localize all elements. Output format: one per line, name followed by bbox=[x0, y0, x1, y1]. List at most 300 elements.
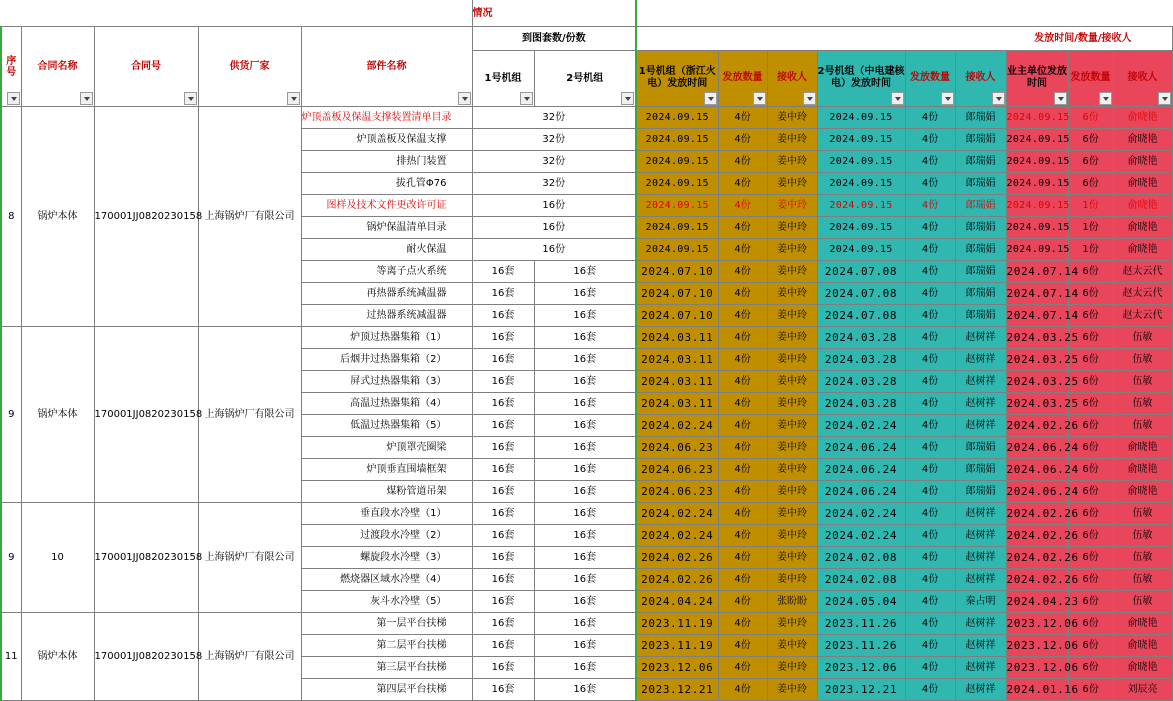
u2-recv-cell-text: 郎瑞娟 bbox=[965, 178, 996, 189]
supplier-cell bbox=[198, 613, 301, 701]
contract-no-cell bbox=[94, 327, 203, 503]
owner-time-cell-text: 2024.03.25 bbox=[1006, 397, 1079, 410]
u1-recv-cell bbox=[767, 349, 817, 371]
owner-time-cell-text: 2024.03.25 bbox=[1006, 331, 1079, 344]
col-u2-qty-header bbox=[905, 51, 955, 107]
u2-time-cell-text: 2024.06.24 bbox=[824, 441, 898, 454]
u1-recv-cell-text: 姜中玲 bbox=[777, 156, 808, 167]
u1-time-cell bbox=[636, 129, 718, 151]
u2-recv-cell-text: 郎瑞娟 bbox=[965, 310, 996, 321]
contract-no-cell bbox=[94, 503, 203, 613]
filter-dropdown-icon[interactable] bbox=[891, 92, 904, 105]
arrival-unit2-cell bbox=[534, 635, 636, 657]
owner-recv-cell-text: 伍敏 bbox=[1132, 332, 1153, 343]
u2-qty-cell bbox=[905, 195, 955, 217]
owner-qty-cell bbox=[1068, 195, 1113, 217]
u2-qty-cell-text: 4份 bbox=[921, 376, 939, 387]
part-name-cell bbox=[301, 503, 472, 525]
u1-recv-cell-text: 姜中玲 bbox=[777, 112, 808, 123]
u2-qty-cell bbox=[905, 327, 955, 349]
u1-time-cell bbox=[636, 173, 718, 195]
owner-time-cell-text: 2024.02.26 bbox=[1006, 419, 1079, 432]
u2-qty-cell-text: 4份 bbox=[921, 486, 939, 497]
owner-qty-cell-text: 6份 bbox=[1082, 552, 1099, 563]
col-dispatch-header bbox=[636, 27, 1172, 51]
u1-time-cell bbox=[636, 591, 718, 613]
u2-qty-cell bbox=[905, 173, 955, 195]
owner-qty-cell bbox=[1068, 107, 1113, 129]
u1-recv-cell bbox=[767, 107, 817, 129]
owner-recv-cell bbox=[1113, 129, 1172, 151]
filter-dropdown-icon[interactable] bbox=[7, 92, 20, 105]
owner-recv-cell bbox=[1113, 393, 1172, 415]
u2-time-cell bbox=[817, 635, 905, 657]
owner-time-cell bbox=[1006, 481, 1079, 503]
arrival-unit1-cell bbox=[472, 327, 534, 349]
owner-qty-cell-text: 6份 bbox=[1082, 112, 1099, 123]
u2-time-cell-text: 2024.02.24 bbox=[824, 529, 898, 542]
u1-recv-cell-text: 姜中玲 bbox=[777, 178, 808, 189]
u2-recv-cell bbox=[955, 437, 1006, 459]
table-row[interactable] bbox=[1, 613, 1172, 635]
u2-recv-cell bbox=[955, 151, 1006, 173]
arrival-unit1-cell-text: 16套 bbox=[491, 530, 515, 541]
u2-recv-cell-text: 赵树祥 bbox=[965, 684, 996, 695]
u2-qty-cell-text: 4份 bbox=[921, 178, 939, 189]
owner-recv-cell-text: 伍敏 bbox=[1132, 596, 1153, 607]
table-row[interactable] bbox=[1, 327, 1172, 349]
u1-qty-cell-text: 4份 bbox=[734, 530, 751, 541]
u1-recv-cell bbox=[767, 151, 817, 173]
col-u1-recv-header-text: 接收人 bbox=[777, 71, 808, 83]
table-row[interactable] bbox=[1, 107, 1172, 129]
owner-qty-cell-text: 6份 bbox=[1082, 332, 1099, 343]
owner-qty-cell-text: 6份 bbox=[1082, 310, 1099, 321]
u2-qty-cell bbox=[905, 613, 955, 635]
col-arrival-header bbox=[472, 27, 636, 51]
u2-recv-cell-text: 赵树祥 bbox=[965, 354, 996, 365]
arrival-unit2-cell-text: 16套 bbox=[573, 310, 597, 321]
supplier-cell-text: 上海锅炉厂有限公司 bbox=[204, 409, 295, 420]
u1-recv-cell bbox=[767, 283, 817, 305]
u2-recv-cell-text: 郎瑞娟 bbox=[965, 222, 996, 233]
filter-dropdown-icon[interactable] bbox=[458, 92, 471, 105]
col-owner-time-header-text: 业主单位发放时间 bbox=[1007, 65, 1068, 89]
u2-recv-cell bbox=[955, 591, 1006, 613]
u1-qty-cell-text: 4份 bbox=[734, 310, 751, 321]
u1-recv-cell-text: 姜中玲 bbox=[777, 574, 808, 585]
part-name-cell bbox=[301, 261, 472, 283]
u2-qty-cell bbox=[905, 569, 955, 591]
owner-recv-cell-text: 俞晓艳 bbox=[1127, 640, 1158, 651]
u2-qty-cell bbox=[905, 635, 955, 657]
col-u1-qty-header-text: 发放数量 bbox=[722, 71, 763, 83]
col-contract-name-header bbox=[21, 27, 94, 107]
u2-time-cell-text: 2024.07.08 bbox=[824, 309, 898, 322]
filter-dropdown-icon[interactable] bbox=[992, 92, 1005, 105]
owner-recv-cell bbox=[1113, 503, 1172, 525]
u1-qty-cell-text: 4份 bbox=[734, 684, 751, 695]
owner-time-cell bbox=[1006, 305, 1079, 327]
owner-qty-cell-text: 6份 bbox=[1082, 134, 1099, 145]
u2-time-cell bbox=[817, 459, 905, 481]
arrival-unit1-cell bbox=[472, 679, 534, 701]
u2-time-cell-text: 2024.05.04 bbox=[824, 595, 898, 608]
owner-recv-cell-text: 伍敏 bbox=[1132, 398, 1153, 409]
u1-time-cell bbox=[636, 679, 718, 701]
u1-time-cell bbox=[636, 195, 718, 217]
filter-dropdown-icon[interactable] bbox=[704, 92, 717, 105]
u2-qty-cell bbox=[905, 239, 955, 261]
owner-time-cell-text: 2023.12.06 bbox=[1006, 661, 1079, 674]
arrival-unit1-cell-text: 16套 bbox=[491, 420, 515, 431]
u2-recv-cell bbox=[955, 239, 1006, 261]
owner-qty-cell-text: 6份 bbox=[1082, 442, 1099, 453]
arrival-merged-cell-text: 16份 bbox=[542, 200, 566, 211]
filter-dropdown-icon[interactable] bbox=[753, 92, 766, 105]
u2-recv-cell-text: 郎瑞娟 bbox=[965, 244, 996, 255]
arrival-unit2-cell bbox=[534, 283, 636, 305]
part-name-cell-text: 第四层平台扶梯 bbox=[376, 684, 447, 695]
supplier-cell-text: 上海锅炉厂有限公司 bbox=[204, 651, 295, 662]
header-fragment-text: 情况 bbox=[472, 7, 493, 19]
u1-recv-cell-text: 姜中玲 bbox=[777, 640, 808, 651]
arrival-unit1-cell bbox=[472, 613, 534, 635]
u2-time-cell bbox=[817, 393, 905, 415]
u1-time-cell-text: 2024.02.26 bbox=[641, 573, 714, 586]
u1-qty-cell bbox=[718, 283, 767, 305]
u2-recv-cell bbox=[955, 481, 1006, 503]
u2-time-cell bbox=[817, 481, 905, 503]
u1-recv-cell-text: 姜中玲 bbox=[777, 662, 808, 673]
filter-dropdown-icon[interactable] bbox=[287, 92, 300, 105]
arrival-unit1-cell-text: 16套 bbox=[491, 618, 515, 629]
u2-time-cell bbox=[817, 591, 905, 613]
arrival-unit2-cell bbox=[534, 349, 636, 371]
u2-qty-cell bbox=[905, 547, 955, 569]
col-u1-qty-header bbox=[718, 51, 767, 107]
u2-time-cell bbox=[817, 261, 905, 283]
u2-time-cell bbox=[817, 151, 905, 173]
u2-time-cell-text: 2024.07.08 bbox=[824, 265, 898, 278]
owner-recv-cell-text: 俞晓艳 bbox=[1127, 442, 1158, 453]
u1-recv-cell bbox=[767, 525, 817, 547]
owner-time-cell-text: 2024.01.16 bbox=[1006, 683, 1079, 696]
part-name-cell-text: 拔孔管Φ76 bbox=[395, 178, 447, 189]
owner-time-cell-text: 2024.09.15 bbox=[1006, 222, 1070, 233]
part-name-cell bbox=[301, 437, 472, 459]
u2-qty-cell bbox=[905, 371, 955, 393]
filter-dropdown-icon[interactable] bbox=[80, 92, 93, 105]
u2-recv-cell-text: 赵树祥 bbox=[965, 376, 996, 387]
owner-recv-cell-text: 俞晓艳 bbox=[1127, 112, 1158, 123]
u2-qty-cell bbox=[905, 481, 955, 503]
col-owner-qty-header-text: 发放数量 bbox=[1070, 71, 1111, 83]
u2-recv-cell bbox=[955, 327, 1006, 349]
u1-qty-cell-text: 4份 bbox=[734, 618, 751, 629]
part-name-cell bbox=[301, 635, 472, 657]
arrival-unit2-cell-text: 16套 bbox=[573, 464, 597, 475]
arrival-unit1-cell bbox=[472, 525, 534, 547]
col-unit2-header bbox=[534, 51, 636, 107]
owner-recv-cell bbox=[1113, 305, 1172, 327]
owner-recv-cell bbox=[1113, 195, 1172, 217]
arrival-unit2-cell-text: 16套 bbox=[573, 266, 597, 277]
part-name-cell-text: 屏式过热器集箱（3） bbox=[350, 376, 447, 387]
owner-recv-cell-text: 俞晓艳 bbox=[1127, 222, 1158, 233]
part-name-cell bbox=[301, 173, 472, 195]
u1-recv-cell-text: 姜中玲 bbox=[777, 310, 808, 321]
part-name-cell bbox=[301, 305, 472, 327]
u1-time-cell bbox=[636, 349, 718, 371]
owner-time-cell bbox=[1006, 283, 1079, 305]
col-u2-qty-header-text: 发放数量 bbox=[910, 71, 951, 83]
u2-recv-cell-text: 赵树祥 bbox=[965, 332, 996, 343]
u1-qty-cell bbox=[718, 569, 767, 591]
u1-time-cell bbox=[636, 107, 718, 129]
u2-qty-cell-text: 4份 bbox=[921, 640, 939, 651]
u1-qty-cell bbox=[718, 261, 767, 283]
u2-qty-cell-text: 4份 bbox=[921, 530, 939, 541]
owner-time-cell bbox=[1006, 679, 1079, 701]
u1-qty-cell-text: 4份 bbox=[734, 442, 751, 453]
owner-qty-cell-text: 6份 bbox=[1082, 156, 1099, 167]
arrival-merged-cell bbox=[472, 129, 636, 151]
u1-qty-cell bbox=[718, 613, 767, 635]
u1-recv-cell-text: 姜中玲 bbox=[777, 684, 808, 695]
seq-cell-text: 8 bbox=[8, 211, 15, 222]
part-name-cell bbox=[301, 569, 472, 591]
u1-qty-cell-text: 4份 bbox=[734, 662, 751, 673]
arrival-unit1-cell bbox=[472, 305, 534, 327]
u2-qty-cell bbox=[905, 525, 955, 547]
arrival-unit1-cell bbox=[472, 261, 534, 283]
u2-time-cell-text: 2023.11.26 bbox=[824, 617, 898, 630]
u2-recv-cell bbox=[955, 371, 1006, 393]
owner-recv-cell-text: 刘辰亮 bbox=[1127, 684, 1158, 695]
filter-dropdown-icon[interactable] bbox=[184, 92, 197, 105]
filter-dropdown-icon[interactable] bbox=[941, 92, 954, 105]
u2-recv-cell bbox=[955, 459, 1006, 481]
owner-time-cell bbox=[1006, 525, 1079, 547]
u2-time-cell-text: 2024.03.28 bbox=[824, 375, 898, 388]
arrival-unit2-cell-text: 16套 bbox=[573, 640, 597, 651]
arrival-unit1-cell-text: 16套 bbox=[491, 684, 515, 695]
owner-recv-cell bbox=[1113, 679, 1172, 701]
u2-qty-cell-text: 4份 bbox=[921, 552, 939, 563]
contract-no-cell bbox=[94, 107, 203, 327]
u1-qty-cell bbox=[718, 239, 767, 261]
u2-recv-cell-text: 赵树祥 bbox=[965, 552, 996, 563]
u1-qty-cell bbox=[718, 525, 767, 547]
arrival-merged-cell bbox=[472, 195, 636, 217]
u2-time-cell bbox=[817, 525, 905, 547]
u1-qty-cell bbox=[718, 107, 767, 129]
u1-recv-cell bbox=[767, 459, 817, 481]
u2-time-cell-text: 2024.07.08 bbox=[824, 287, 898, 300]
owner-recv-cell bbox=[1113, 107, 1172, 129]
u1-time-cell-text: 2024.06.23 bbox=[641, 441, 714, 454]
contract-no-cell-text: 170001JJ0820230158 bbox=[94, 651, 203, 662]
owner-recv-cell-text: 俞晓艳 bbox=[1127, 662, 1158, 673]
contract-name-cell-text: 锅炉本体 bbox=[37, 211, 78, 222]
u2-recv-cell-text: 赵树祥 bbox=[965, 420, 996, 431]
part-name-cell-text: 炉顶垂直围墙框架 bbox=[366, 464, 447, 475]
filter-dropdown-icon[interactable] bbox=[803, 92, 816, 105]
u2-recv-cell bbox=[955, 393, 1006, 415]
arrival-merged-cell-text: 16份 bbox=[542, 244, 566, 255]
u1-time-cell bbox=[636, 613, 718, 635]
owner-qty-cell-text: 6份 bbox=[1082, 420, 1099, 431]
u2-recv-cell-text: 赵树祥 bbox=[965, 508, 996, 519]
u1-recv-cell-text: 姜中玲 bbox=[777, 486, 808, 497]
supplier-cell-text: 上海锅炉厂有限公司 bbox=[204, 552, 295, 563]
arrival-unit1-cell-text: 16套 bbox=[491, 310, 515, 321]
owner-qty-cell-text: 6份 bbox=[1082, 288, 1099, 299]
col-u2-time-header bbox=[817, 51, 905, 107]
owner-recv-cell bbox=[1113, 481, 1172, 503]
owner-recv-cell bbox=[1113, 525, 1172, 547]
u1-time-cell-text: 2024.03.11 bbox=[641, 375, 714, 388]
u1-qty-cell-text: 4份 bbox=[734, 464, 751, 475]
u2-qty-cell-text: 4份 bbox=[921, 398, 939, 409]
u1-recv-cell bbox=[767, 129, 817, 151]
u2-time-cell-text: 2024.09.15 bbox=[829, 244, 893, 255]
arrival-unit2-cell bbox=[534, 569, 636, 591]
u2-recv-cell-text: 秦占明 bbox=[965, 596, 996, 607]
part-name-cell bbox=[301, 415, 472, 437]
u1-recv-cell-text: 姜中玲 bbox=[777, 200, 808, 211]
part-name-cell bbox=[301, 679, 472, 701]
u1-time-cell bbox=[636, 327, 718, 349]
u1-time-cell-text: 2024.02.26 bbox=[641, 551, 714, 564]
owner-time-cell-text: 2024.06.24 bbox=[1006, 485, 1079, 498]
owner-recv-cell bbox=[1113, 239, 1172, 261]
u1-qty-cell-text: 4份 bbox=[734, 288, 751, 299]
u2-time-cell-text: 2024.03.28 bbox=[824, 331, 898, 344]
u1-recv-cell bbox=[767, 261, 817, 283]
u2-qty-cell bbox=[905, 459, 955, 481]
part-name-cell bbox=[301, 239, 472, 261]
u1-qty-cell-text: 4份 bbox=[734, 354, 751, 365]
filter-dropdown-icon[interactable] bbox=[1099, 92, 1112, 105]
owner-time-cell bbox=[1006, 503, 1079, 525]
u1-time-cell-text: 2024.03.11 bbox=[641, 331, 714, 344]
u2-time-cell-text: 2024.09.15 bbox=[829, 178, 893, 189]
owner-time-cell-text: 2024.09.15 bbox=[1006, 112, 1070, 123]
arrival-merged-cell bbox=[472, 151, 636, 173]
u2-recv-cell bbox=[955, 283, 1006, 305]
u2-recv-cell bbox=[955, 657, 1006, 679]
arrival-unit1-cell-text: 16套 bbox=[491, 266, 515, 277]
arrival-unit2-cell bbox=[534, 525, 636, 547]
u2-time-cell bbox=[817, 613, 905, 635]
u1-qty-cell-text: 4份 bbox=[734, 244, 751, 255]
owner-time-cell-text: 2024.07.14 bbox=[1006, 265, 1079, 278]
arrival-unit1-cell bbox=[472, 393, 534, 415]
arrival-unit2-cell-text: 16套 bbox=[573, 530, 597, 541]
arrival-merged-cell-text: 32份 bbox=[542, 134, 566, 145]
u1-time-cell-text: 2024.04.24 bbox=[641, 595, 714, 608]
col-unit1-header-text: 1号机组 bbox=[484, 73, 522, 84]
filter-dropdown-icon[interactable] bbox=[621, 92, 634, 105]
part-name-cell bbox=[301, 547, 472, 569]
owner-time-cell-text: 2024.04.23 bbox=[1006, 595, 1079, 608]
filter-dropdown-icon[interactable] bbox=[1054, 92, 1067, 105]
filter-dropdown-icon[interactable] bbox=[520, 92, 533, 105]
u2-time-cell bbox=[817, 547, 905, 569]
u2-qty-cell-text: 4份 bbox=[921, 266, 939, 277]
u1-recv-cell-text: 姜中玲 bbox=[777, 376, 808, 387]
u1-recv-cell bbox=[767, 547, 817, 569]
arrival-merged-cell-text: 16份 bbox=[542, 222, 566, 233]
u2-recv-cell bbox=[955, 525, 1006, 547]
u1-qty-cell bbox=[718, 415, 767, 437]
owner-recv-cell-text: 俞晓艳 bbox=[1127, 618, 1158, 629]
owner-recv-cell-text: 伍敏 bbox=[1132, 420, 1153, 431]
arrival-unit2-cell-text: 16套 bbox=[573, 420, 597, 431]
filter-dropdown-icon[interactable] bbox=[1158, 92, 1171, 105]
owner-qty-cell-text: 6份 bbox=[1082, 398, 1099, 409]
owner-time-cell bbox=[1006, 635, 1079, 657]
u1-time-cell bbox=[636, 283, 718, 305]
u2-time-cell-text: 2024.02.24 bbox=[824, 507, 898, 520]
part-name-cell-text: 耐火保温 bbox=[406, 244, 447, 255]
table-row[interactable] bbox=[1, 503, 1172, 525]
u1-qty-cell-text: 4份 bbox=[734, 200, 751, 211]
u1-time-cell bbox=[636, 525, 718, 547]
u2-time-cell-text: 2023.12.06 bbox=[824, 661, 898, 674]
u1-recv-cell-text: 姜中玲 bbox=[777, 266, 808, 277]
u1-time-cell-text: 2024.09.15 bbox=[645, 178, 709, 189]
arrival-unit1-cell bbox=[472, 415, 534, 437]
u2-recv-cell-text: 郎瑞娟 bbox=[965, 200, 996, 211]
owner-recv-cell-text: 俞晓艳 bbox=[1127, 156, 1158, 167]
u2-qty-cell bbox=[905, 393, 955, 415]
u1-time-cell bbox=[636, 393, 718, 415]
u1-time-cell-text: 2024.03.11 bbox=[641, 397, 714, 410]
part-name-cell bbox=[301, 657, 472, 679]
u1-qty-cell bbox=[718, 657, 767, 679]
owner-time-cell-text: 2024.02.26 bbox=[1006, 551, 1079, 564]
u1-time-cell bbox=[636, 371, 718, 393]
u1-time-cell-text: 2024.07.10 bbox=[641, 309, 714, 322]
arrival-unit1-cell bbox=[472, 591, 534, 613]
u2-qty-cell-text: 4份 bbox=[921, 222, 939, 233]
u2-recv-cell-text: 赵树祥 bbox=[965, 662, 996, 673]
col-unit2-header-text: 2号机组 bbox=[566, 73, 604, 84]
u1-recv-cell-text: 姜中玲 bbox=[777, 442, 808, 453]
contract-no-cell-text: 170001JJ0820230158 bbox=[94, 409, 203, 420]
u1-qty-cell-text: 4份 bbox=[734, 486, 751, 497]
arrival-unit2-cell bbox=[534, 459, 636, 481]
u2-recv-cell bbox=[955, 305, 1006, 327]
u2-time-cell bbox=[817, 129, 905, 151]
u1-recv-cell bbox=[767, 613, 817, 635]
owner-qty-cell-text: 6份 bbox=[1082, 574, 1099, 585]
arrival-unit1-cell-text: 16套 bbox=[491, 552, 515, 563]
u1-time-cell-text: 2024.02.24 bbox=[641, 419, 714, 432]
u1-time-cell bbox=[636, 261, 718, 283]
u2-qty-cell-text: 4份 bbox=[921, 464, 939, 475]
owner-recv-cell bbox=[1113, 657, 1172, 679]
u1-time-cell-text: 2024.03.11 bbox=[641, 353, 714, 366]
arrival-unit1-cell bbox=[472, 437, 534, 459]
u1-recv-cell bbox=[767, 305, 817, 327]
arrival-unit2-cell-text: 16套 bbox=[573, 442, 597, 453]
owner-qty-cell bbox=[1068, 151, 1113, 173]
part-name-cell-text: 过热器系统减温器 bbox=[366, 310, 447, 321]
